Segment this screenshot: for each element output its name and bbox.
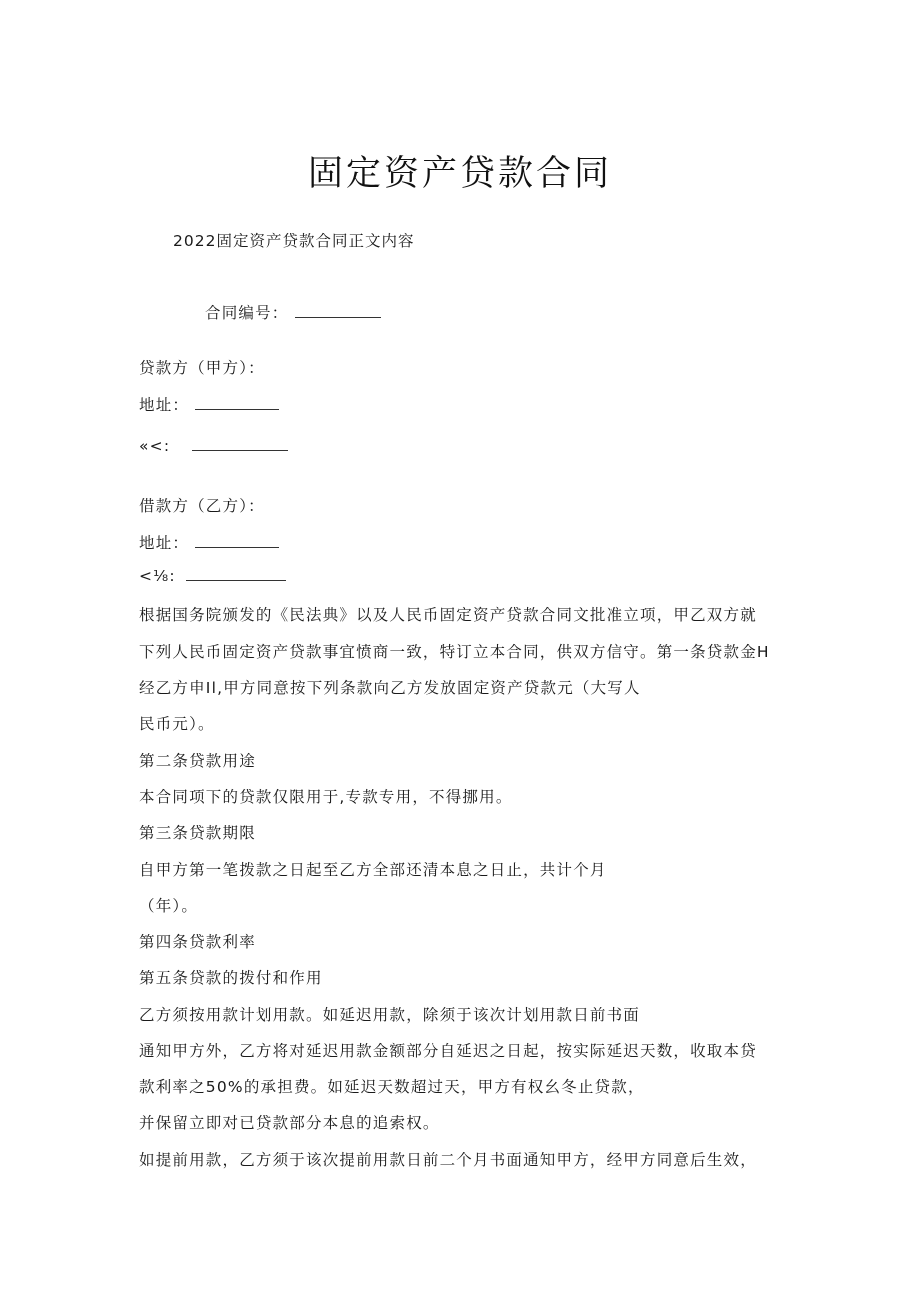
contract-number-row [205, 301, 381, 323]
body-line: 民币元）。 [139, 715, 215, 733]
borrower-label: 借款方（乙方）： [139, 497, 265, 515]
body-line: （年）。 [139, 897, 199, 915]
body-line: 根据国务院颁发的《民法典》以及人民币固定资产贷款合同文批准立项，甲乙双方就 [139, 606, 757, 624]
lender-address-blank [195, 397, 279, 410]
body-line: 下列人民币固定资产贷款事宜愤商一致，特订立本合同，供双方信守。第一条贷款金H [139, 643, 770, 661]
lender-address-row [139, 393, 279, 415]
section-heading: 第四条贷款利率 [139, 933, 256, 951]
body-line: 本合同项下的贷款仅限用于,专款专用，不得挪用。 [139, 788, 513, 806]
body-line: 款利率之50%的承担费。如延迟天数超过天，甲方有权幺冬止贷款， [139, 1078, 645, 1096]
body-line: 如提前用款，乙方须于该次提前用款日前二个月书面通知甲方，经甲方同意后生效， [139, 1151, 757, 1169]
borrower-address-row [139, 531, 279, 553]
document-title: 固定资产贷款合同 [307, 154, 612, 194]
body-line: 通知甲方外，乙方将对延迟用款金额部分自延迟之日起，按实际延迟天数，收取本贷 [139, 1042, 757, 1060]
contract-number-blank [295, 305, 381, 318]
lender-rep-row [139, 437, 288, 455]
borrower-rep-label: <⅛: [139, 567, 176, 585]
body-line: 经乙方申Il,甲方同意按下列条款向乙方发放固定资产贷款元（大写人 [139, 679, 641, 697]
borrower-rep-blank [186, 568, 286, 581]
borrower-address-blank [195, 535, 279, 548]
section-heading: 第三条贷款期限 [139, 824, 256, 842]
contract-number-label: 合同编号： [205, 304, 289, 322]
section-heading: 第五条贷款的拨付和作用 [139, 969, 323, 987]
lender-label: 贷款方（甲方）： [139, 359, 265, 377]
body-line: 并保留立即对已贷款部分本息的追索权。 [139, 1114, 440, 1132]
body-line: 自甲方第一笔拨款之日起至乙方全部还清本息之日止，共计个月 [139, 861, 607, 879]
document-subtitle: 2022固定资产贷款合同正文内容 [173, 232, 415, 250]
lender-rep-blank [192, 438, 288, 451]
lender-address-label: 地址： [139, 396, 190, 414]
lender-rep-label: «<: [139, 437, 171, 455]
borrower-address-label: 地址： [139, 534, 190, 552]
body-line: 乙方须按用款计划用款。如延迟用款，除须于该次计划用款日前书面 [139, 1006, 641, 1024]
section-heading: 第二条贷款用途 [139, 752, 256, 770]
borrower-rep-row [139, 567, 286, 585]
